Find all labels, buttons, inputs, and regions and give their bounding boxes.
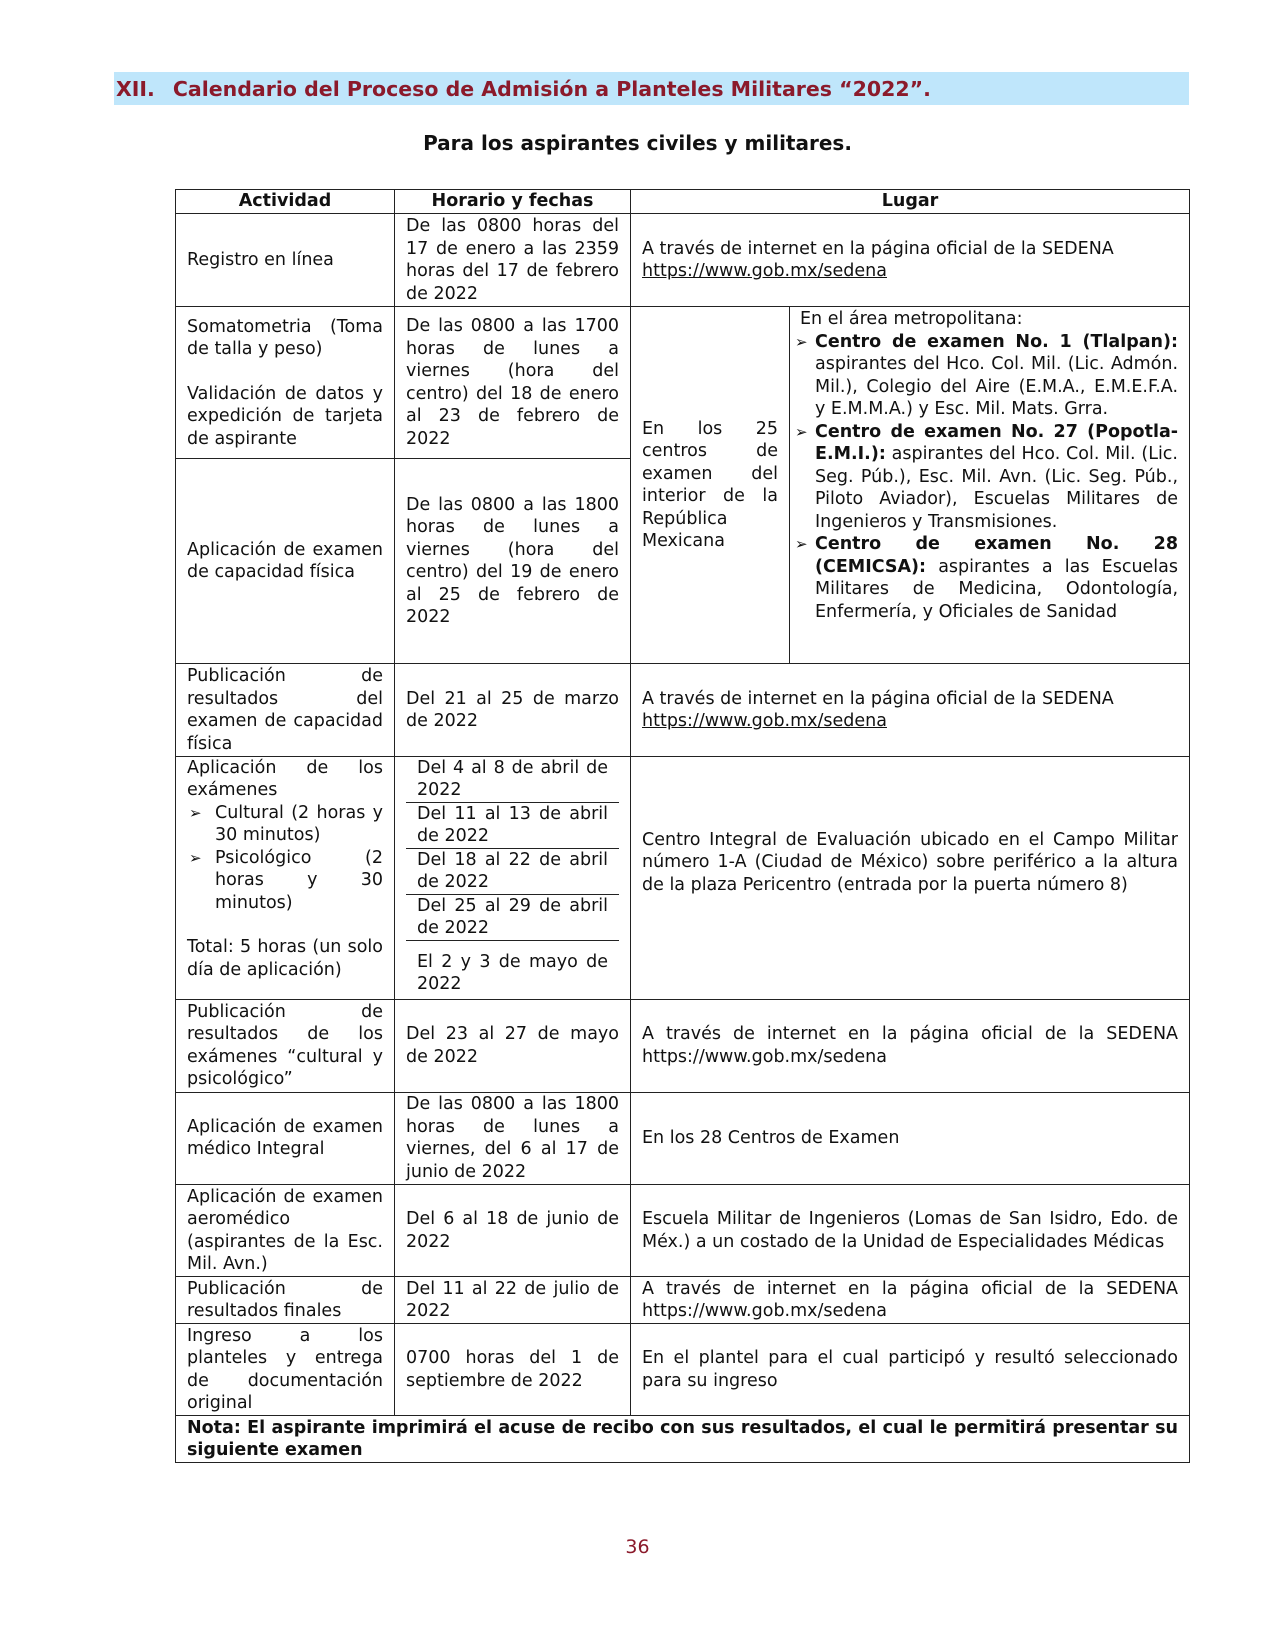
cell-actividad: Aplicación de examen aeromédico (aspirantes de la Esc. Mil. Avn.) (176, 1184, 395, 1276)
list-item (187, 802, 383, 847)
cell-actividad (176, 307, 395, 459)
table-row (176, 213, 1190, 306)
cell-horario: De las 0800 a las 1800 horas de lunes a viernes (hora del centro) del 19 de enero al 25 de febrero de 2022 (395, 459, 631, 664)
table-row (176, 1323, 1190, 1415)
cell-actividad: Aplicación de examen médico Integral (176, 1092, 395, 1184)
arrow-bullet-icon: ➢ (795, 332, 808, 351)
admission-calendar-table (175, 189, 1190, 1463)
cell-lugar (631, 664, 1190, 756)
spacer (187, 361, 383, 383)
cell-horario-fechas (395, 756, 631, 1000)
cell-horario: De las 0800 horas del 17 de enero a las 2359 horas del 17 de febrero de 2022 (395, 213, 631, 306)
cell-lugar-metropolitana (790, 307, 1190, 664)
section-header (114, 72, 1189, 105)
actividad-validacion: Validación de datos y expedición de tarjeta de aspirante (187, 383, 383, 449)
fecha-item: Del 25 al 29 de abril de 2022 (406, 895, 619, 941)
table-header-row (176, 190, 1190, 214)
cell-horario: Del 6 al 18 de junio de 2022 (395, 1184, 631, 1276)
table-row (176, 664, 1190, 756)
header-lugar: Lugar (631, 190, 1190, 214)
table-row (176, 1092, 1190, 1184)
center-title: Centro de examen No. 27 (Popotla-E.M.I.): (815, 421, 1179, 465)
cell-lugar: Centro Integral de Evaluación ubicado en el Campo Militar número 1-A (Ciudad de México) sobre periférico a la altura de la plaza Pericentro (entrada por la puerta número 8) (631, 756, 1190, 1000)
list-item (187, 847, 383, 915)
fecha-item: El 2 y 3 de mayo de 2022 (417, 951, 608, 995)
exam-total: Total: 5 horas (un solo día de aplicación) (187, 937, 383, 980)
header-horario: Horario y fechas (395, 190, 631, 214)
table-note-row (176, 1416, 1190, 1463)
metro-centers-list (793, 331, 1178, 624)
fecha-item: Del 18 al 22 de abril de 2022 (406, 849, 619, 895)
center-text: aspirantes a las Escuelas Militares de Medicina, Odontología, Enfermería, y Oficiales de Sanidad (815, 556, 1179, 622)
table-row (176, 756, 1190, 1000)
header-actividad: Actividad (176, 190, 395, 214)
fecha-item: Del 4 al 8 de abril de 2022 (406, 757, 619, 803)
arrow-bullet-icon: ➢ (189, 803, 202, 822)
cell-actividad: Publicación de resultados de los exámenes “cultural y psicológico” (176, 1000, 395, 1092)
exam-psicologico: Psicológico (2 horas y 30 minutos) (215, 847, 383, 913)
cell-horario: De las 0800 a las 1700 horas de lunes a viernes (hora del centro) del 18 de enero al 23 de febrero de 2022 (395, 307, 631, 459)
cell-horario: Del 21 al 25 de marzo de 2022 (395, 664, 631, 756)
cell-horario: 0700 horas del 1 de septiembre de 2022 (395, 1323, 631, 1415)
section-number: XII. (116, 76, 155, 101)
cell-actividad (176, 756, 395, 1000)
list-item (793, 421, 1178, 534)
table-row (176, 1184, 1190, 1276)
cell-lugar: A través de internet en la página oficial de la SEDENA https://www.gob.mx/sedena (631, 1277, 1190, 1324)
table-row (176, 307, 1190, 459)
table-note: Nota: El aspirante imprimirá el acuse de recibo con sus resultados, el cual le permitirá presentar su siguiente examen (176, 1416, 1190, 1463)
cell-lugar: En el plantel para el cual participó y resultó seleccionado para su ingreso (631, 1323, 1190, 1415)
center-text: aspirantes del Hco. Col. Mil. (Lic. Seg. Púb.), Esc. Mil. Avn. (Lic. Seg. Púb., Piloto Aviador), Escuelas Militares de Ingenieros y Transmisiones. (815, 444, 1179, 532)
spacer (187, 914, 383, 936)
sedena-link[interactable]: https://www.gob.mx/sedena (642, 261, 887, 282)
cell-horario: De las 0800 a las 1800 horas de lunes a viernes, del 6 al 17 de junio de 2022 (395, 1092, 631, 1184)
center-text: aspirantes del Hco. Col. Mil. (Lic. Admón. Mil.), Colegio del Aire (E.M.A., E.M.E.F.A. y E.M.M.A.) y Esc. Mil. Mats. Grra. (815, 354, 1179, 420)
metro-intro: En el área metropolitana: (800, 309, 1023, 330)
cell-actividad: Ingreso a los planteles y entrega de documentación original (176, 1323, 395, 1415)
lugar-text: A través de internet en la página oficial de la SEDENA (642, 238, 1114, 259)
cell-lugar-interior: En los 25 centros de examen del interior de la República Mexicana (631, 307, 790, 664)
table-row (176, 1277, 1190, 1324)
arrow-bullet-icon: ➢ (189, 848, 202, 867)
page-subtitle: Para los aspirantes civiles y militares. (423, 131, 852, 155)
lugar-text: A través de internet en la página oficial de la SEDENA (642, 688, 1114, 709)
cell-actividad: Publicación de resultados finales (176, 1277, 395, 1324)
cell-lugar: A través de internet en la página oficial de la SEDENA https://www.gob.mx/sedena (631, 1000, 1190, 1092)
exam-list (187, 802, 383, 915)
arrow-bullet-icon: ➢ (795, 535, 808, 554)
center-title: Centro de examen No. 28 (CEMICSA): (815, 534, 1179, 577)
center-title: Centro de examen No. 1 (Tlalpan): (815, 331, 1179, 352)
list-item (793, 331, 1178, 421)
fecha-item: Del 11 al 13 de abril de 2022 (406, 803, 619, 849)
cell-actividad: Publicación de resultados del examen de capacidad física (176, 664, 395, 756)
actividad-intro: Aplicación de los exámenes (187, 757, 383, 801)
list-item (793, 533, 1178, 623)
actividad-somatometria: Somatometria (Toma de talla y peso) (187, 316, 383, 360)
table-row (176, 1000, 1190, 1092)
cell-actividad: Registro en línea (176, 213, 395, 306)
cell-actividad: Aplicación de examen de capacidad física (176, 459, 395, 664)
cell-lugar: Escuela Militar de Ingenieros (Lomas de San Isidro, Edo. de Méx.) a un costado de la Unidad de Especialidades Médicas (631, 1184, 1190, 1276)
cell-horario: Del 23 al 27 de mayo de 2022 (395, 1000, 631, 1092)
section-title: Calendario del Proceso de Admisión a Planteles Militares “2022”. (172, 76, 931, 101)
cell-lugar: En los 28 Centros de Examen (631, 1092, 1190, 1184)
cell-horario: Del 11 al 22 de julio de 2022 (395, 1277, 631, 1324)
exam-cultural: Cultural (2 horas y 30 minutos) (215, 802, 383, 846)
arrow-bullet-icon: ➢ (795, 422, 808, 441)
sedena-link[interactable]: https://www.gob.mx/sedena (642, 711, 887, 732)
page-number: 36 (625, 1536, 650, 1558)
cell-lugar (631, 213, 1190, 306)
